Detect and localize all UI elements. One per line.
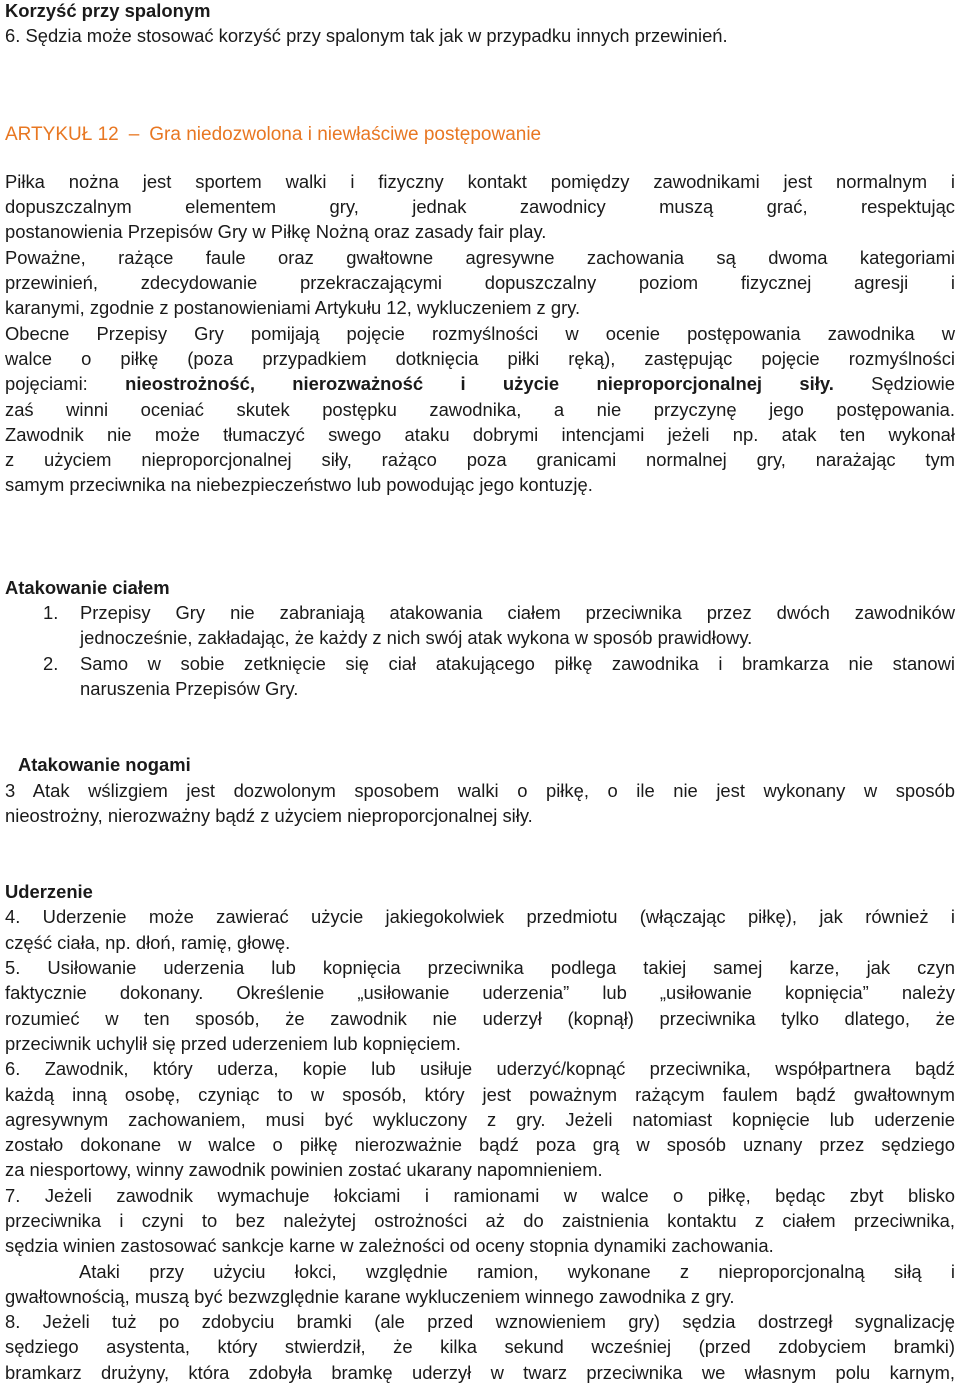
text-line: Obecne Przepisy Gry pomijają pojęcie rozmyślności w ocenie postępowania zawodnika w [5, 322, 955, 344]
text-line: przewinień, zdecydowanie przekraczającymi dopuszczalny poziom fizycznej agresji i [5, 272, 955, 294]
art12-paragraph-1 [5, 169, 955, 245]
text-line: 5. Usiłowanie uderzenia lub kopnięcia przeciwnika podlega takiej samej karze, jak czyn [5, 957, 955, 979]
text-line: Ataki przy użyciu łokci, względnie ramion, wykonane z nieproporcjonalną siłą i [79, 1260, 955, 1282]
spacer [5, 701, 955, 752]
text-fragment: pojęciami: [5, 373, 126, 395]
text-line: z użyciem nieproporcjonalnej siły, rażąco poza granicami normalnej gry, narażając tym [5, 449, 955, 471]
text-line: naruszenia Przepisów Gry. [80, 677, 299, 699]
body-attack-list [5, 600, 955, 701]
text-line: jednocześnie, zakładając, że każdy z nich swój atak wykona w sposób prawidłowy. [80, 627, 753, 649]
offside-advantage-item-6: 6. Sędzia może stosować korzyść przy spalonym tak jak w przypadku innych przewinień. [5, 25, 728, 47]
text-line: 3 Atak wślizgiem jest dozwolonym sposobem walki o piłkę, o ile nie jest wykonany w sposób [5, 779, 955, 801]
list-item [5, 600, 955, 651]
text-line: nieostrożny, nierozważny bądź z użyciem nieproporcjonalnej siły. [5, 804, 533, 826]
text-line: zostało dokonane w walce o piłkę nierozważnie bądź poza grą w sposób uznany przez sędziego [5, 1134, 955, 1156]
text-line: 6. Zawodnik, który uderza, kopie lub usiłuje uderzyć/kopnąć przeciwnika, współpartnera bądź [5, 1058, 955, 1080]
spacer [5, 828, 955, 879]
text-line: przeciwnika i czyni to bez należytej ostrożności aż do zaistnienia kontaktu z ciałem przeciwnika, [5, 1209, 955, 1231]
text-line: dopuszczalnym elementem gry, jednak zawodnicy muszą grać, respektując [5, 196, 955, 218]
text-line: karanymi, zgodnie z postanowieniami Artykułu 12, wykluczeniem z gry. [5, 297, 581, 319]
text-line: każdą inną osobę, czyniąc to w sposób, który jest poważnym rażącym faulem bądź gwałtownym [5, 1083, 955, 1105]
text-line: postanowienia Przepisów Gry w Piłkę Nożną oraz zasady fair play. [5, 221, 547, 243]
list-item [5, 651, 955, 702]
article-12-title [5, 122, 955, 147]
text-line: walce o piłkę (poza przypadkiem dotknięcia piłki ręką), zastępując pojęcie rozmyślności [5, 347, 955, 369]
text-line: bramkarz drużyny, która zdobyła bramkę uderzył w twarz przeciwnika we własnym polu karnym, [5, 1361, 955, 1383]
title-dash: – [128, 123, 140, 145]
text-line: Samo w sobie zetknięcie się ciał atakującego piłkę zawodnika i bramkarza nie stanowi [80, 652, 955, 674]
article-number: ARTYKUŁ 12 [5, 123, 119, 145]
list-number: 2. [43, 652, 59, 674]
spacer [5, 49, 955, 113]
text-line [5, 371, 955, 396]
art12-paragraph-2 [5, 245, 955, 321]
text-line: gwałtownością, muszą być bezwzględnie karane wykluczeniem winnego zawodnika z gry. [5, 1285, 735, 1307]
text-line: przeciwnik uchylił się przed uderzeniem lub kopnięciem. [5, 1032, 461, 1054]
text-line: Przepisy Gry nie zabraniają atakowania ciałem przeciwnika przez dwóch zawodników [80, 602, 955, 624]
art12-paragraph-3 [5, 321, 955, 498]
spacer [5, 147, 955, 169]
text-line: samym przeciwnika na niebezpieczeństwo lub powodując jego kontuzję. [5, 474, 593, 496]
text-line: za niesportowy, winny zawodnik powinien zostać ukarany napomnieniem. [5, 1159, 603, 1181]
text-line: część ciała, np. dłoń, ramię, głowę. [5, 931, 291, 953]
article-subject: Gra niedozwolona i niewłaściwe postępowanie [149, 123, 542, 145]
document-page [5, 0, 955, 1385]
spacer [5, 498, 955, 575]
text-line: sędzia winien zastosować sankcje karne w zależności od oceny stopnia dynamiki zachowania. [5, 1235, 774, 1257]
text-line: agresywnym zachowaniem, musi być wykluczony z gry. Jeżeli natomiast kopnięcie lub uderzenie [5, 1108, 955, 1130]
text-line: faktycznie dokonany. Określenie „usiłowanie uderzenia” lub „usiłowanie kopnięcia” należy [5, 982, 955, 1004]
text-line: zaś winni oceniać skutek postępku zawodnika, a nie przyczynę jego postępowania. [5, 398, 955, 420]
body-attack-heading: Atakowanie ciałem [5, 576, 170, 598]
strike-heading: Uderzenie [5, 881, 93, 903]
text-line: 4. Uderzenie może zawierać użycie jakiegokolwiek przedmiotu (włączając piłkę), jak również i [5, 906, 955, 928]
offside-advantage-heading: Korzyść przy spalonym [5, 0, 211, 21]
bold-terms: nieostrożność, nierozważność i użycie nieproporcjonalnej siły. [125, 373, 834, 395]
text-line: rozumieć w ten sposób, że zawodnik nie uderzył (kopnął) przeciwnika tylko dlatego, że [5, 1007, 955, 1029]
strike-section [5, 904, 955, 1385]
text-line: sędziego asystenta, który stwierdził, że kilka sekund wcześniej (przed zdobyciem bramki) [5, 1336, 955, 1358]
text-line: 7. Jeżeli zawodnik wymachuje łokciami i ramionami w walce o piłkę, będąc zbyt blisko [5, 1184, 955, 1206]
text-line: Zawodnik nie może tłumaczyć swego ataku dobrymi intencjami jeżeli np. atak ten wykonał [5, 423, 955, 445]
list-number: 1. [43, 602, 59, 624]
text-line: Poważne, rażące faule oraz gwałtowne agresywne zachowania są dwoma kategoriami [5, 246, 955, 268]
text-fragment: Sędziowie [833, 373, 955, 395]
text-line: Piłka nożna jest sportem walki i fizyczny kontakt pomiędzy zawodnikami jest normalnym i [5, 170, 955, 192]
leg-attack-heading: Atakowanie nogami [18, 754, 191, 776]
text-line: 8. Jeżeli tuż po zdobyciu bramki (ale przed wznowieniem gry) sędzia dostrzegł sygnalizację [5, 1311, 955, 1333]
